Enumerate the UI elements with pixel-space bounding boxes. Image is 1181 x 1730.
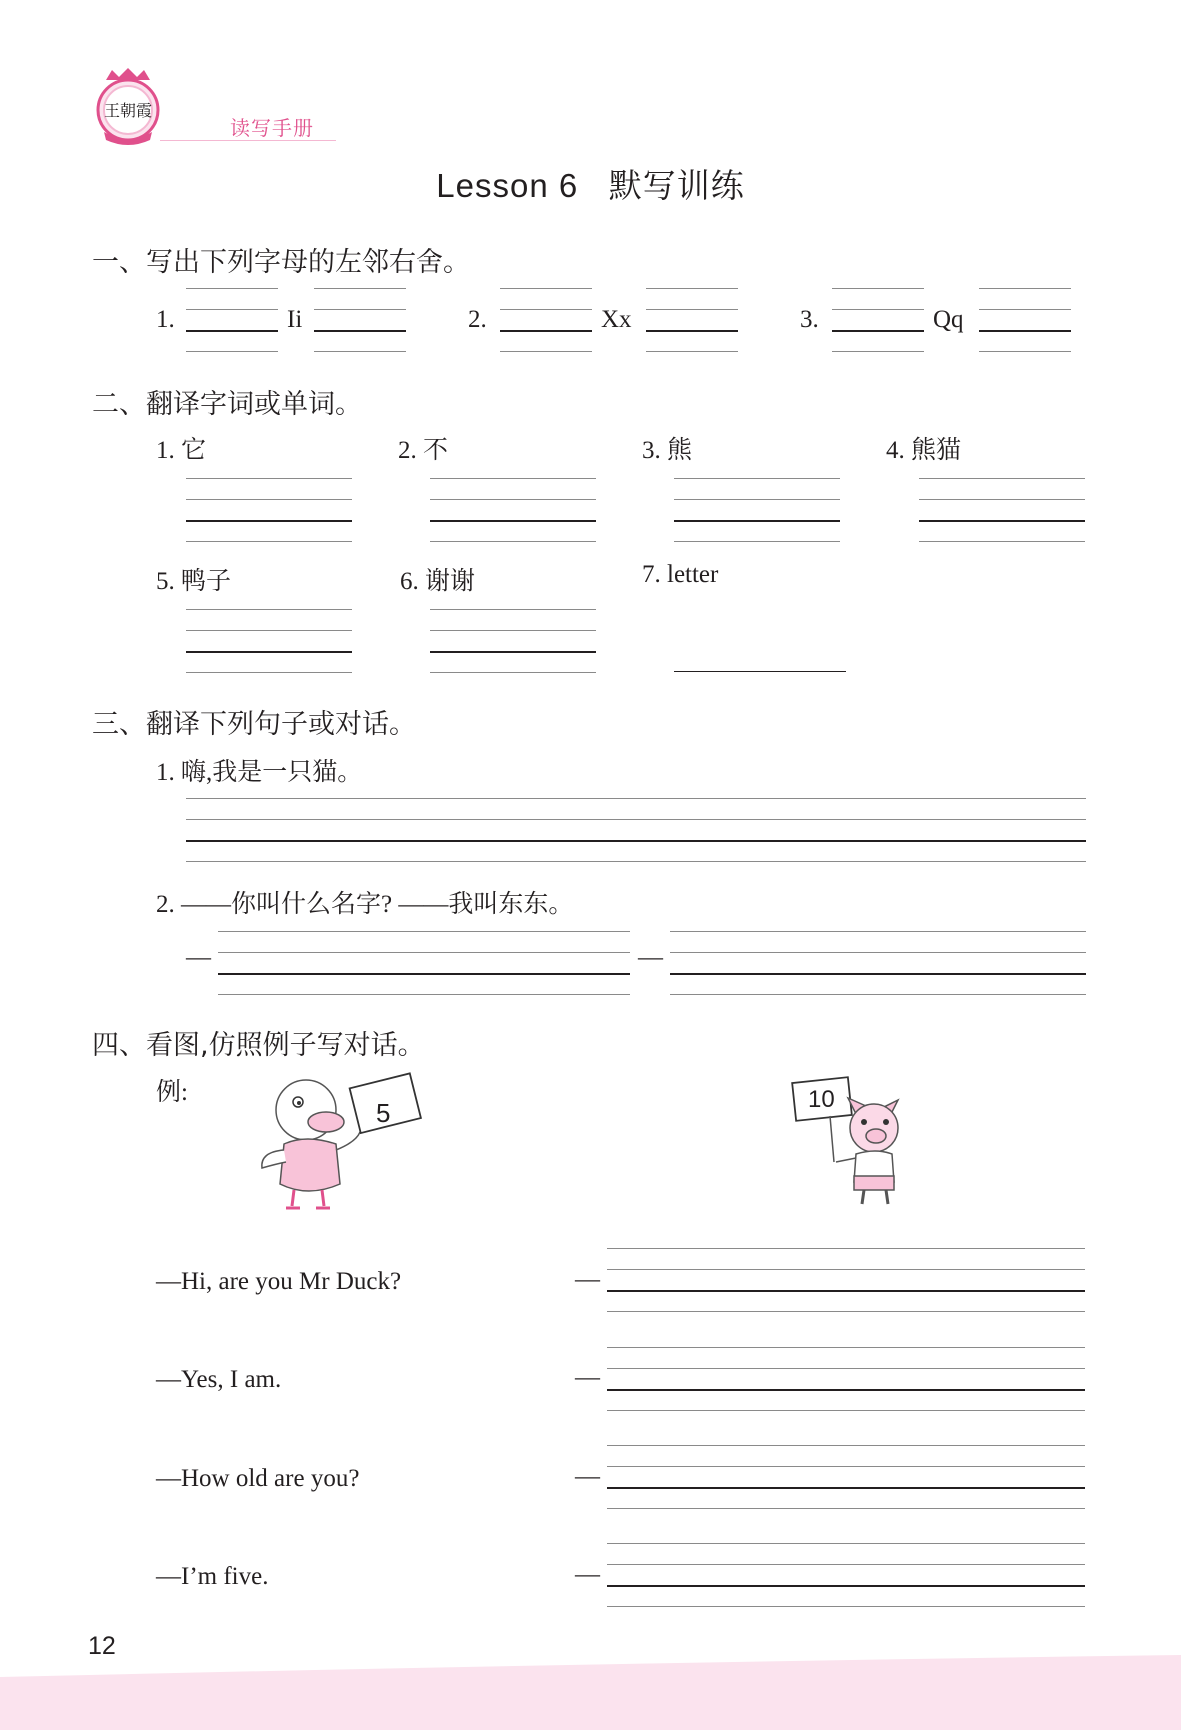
sentence-2-answer-reply[interactable] bbox=[670, 931, 1086, 995]
brand-title: 读写手册 bbox=[230, 118, 314, 140]
dialogue-line-2: —Yes, I am. bbox=[156, 1366, 282, 1393]
pig-sign-number: 10 bbox=[808, 1086, 835, 1113]
sentence-2-label: 2. ——你叫什么名字? ——我叫东东。 bbox=[156, 891, 574, 918]
letter-item-2-number: 2. bbox=[468, 306, 487, 333]
dialogue-answer-4-dash: — bbox=[575, 1561, 600, 1588]
footer-decoration bbox=[0, 1655, 1181, 1730]
section-2-heading: 二、翻译字词或单词。 bbox=[92, 389, 362, 420]
dialogue-answer-1[interactable] bbox=[607, 1248, 1085, 1312]
page-title: Lesson 6 默写训练 bbox=[436, 167, 745, 204]
translate-item-6-answer[interactable] bbox=[430, 609, 596, 673]
pig-illustration bbox=[790, 1076, 930, 1216]
translate-item-7-label: 7. letter bbox=[642, 561, 719, 588]
letter-item-1-number: 1. bbox=[156, 306, 175, 333]
duck-illustration bbox=[256, 1072, 426, 1222]
sentence-2-dash-1: — bbox=[186, 944, 211, 971]
example-label: 例: bbox=[156, 1079, 188, 1106]
duck-sign-number: 5 bbox=[376, 1098, 391, 1128]
letter-item-1-letter: Ii bbox=[287, 306, 303, 333]
letter-item-2-letter: Xx bbox=[601, 306, 632, 333]
dialogue-answer-4[interactable] bbox=[607, 1543, 1085, 1607]
duck-icon bbox=[256, 1072, 426, 1222]
letter-1-left-answer[interactable] bbox=[186, 288, 278, 352]
translate-item-3-answer[interactable] bbox=[674, 478, 840, 542]
letter-3-right-answer[interactable] bbox=[979, 288, 1071, 352]
page-number: 12 bbox=[88, 1632, 116, 1660]
translate-item-7-answer[interactable] bbox=[674, 671, 846, 672]
translate-item-1-label: 1. 它 bbox=[156, 437, 207, 464]
letter-item-3-number: 3. bbox=[800, 306, 819, 333]
sentence-2-answer-question[interactable] bbox=[218, 931, 630, 995]
sentence-1-label: 1. 嗨,我是一只猫。 bbox=[156, 759, 363, 786]
dialogue-line-4: —I’m five. bbox=[156, 1563, 269, 1590]
translate-item-3-label: 3. 熊 bbox=[642, 437, 693, 464]
translate-item-2-answer[interactable] bbox=[430, 478, 596, 542]
translate-item-4-label: 4. 熊猫 bbox=[886, 437, 962, 464]
section-1-heading: 一、写出下列字母的左邻右舍。 bbox=[92, 247, 470, 278]
translate-item-1-answer[interactable] bbox=[186, 478, 352, 542]
letter-2-right-answer[interactable] bbox=[646, 288, 738, 352]
dialogue-line-1: —Hi, are you Mr Duck? bbox=[156, 1268, 402, 1295]
sentence-2-dash-2: — bbox=[638, 944, 663, 971]
letter-item-3-letter: Qq bbox=[933, 306, 964, 333]
dialogue-answer-2-dash: — bbox=[575, 1364, 600, 1391]
translate-item-5-label: 5. 鸭子 bbox=[156, 568, 232, 595]
translate-item-6-label: 6. 谢谢 bbox=[400, 568, 476, 595]
letter-2-left-answer[interactable] bbox=[500, 288, 592, 352]
dialogue-answer-2[interactable] bbox=[607, 1347, 1085, 1411]
dialogue-line-3: —How old are you? bbox=[156, 1465, 360, 1492]
dialogue-answer-3[interactable] bbox=[607, 1445, 1085, 1509]
letter-3-left-answer[interactable] bbox=[832, 288, 924, 352]
dialogue-answer-1-dash: — bbox=[575, 1266, 600, 1293]
brand-logo-text: 王朝霞 bbox=[103, 101, 152, 120]
letter-1-right-answer[interactable] bbox=[314, 288, 406, 352]
translate-item-5-answer[interactable] bbox=[186, 609, 352, 673]
section-4-heading: 四、看图,仿照例子写对话。 bbox=[92, 1030, 425, 1061]
dialogue-answer-3-dash: — bbox=[575, 1463, 600, 1490]
section-3-heading: 三、翻译下列句子或对话。 bbox=[92, 709, 416, 740]
translate-item-2-label: 2. 不 bbox=[398, 437, 449, 464]
translate-item-4-answer[interactable] bbox=[919, 478, 1085, 542]
sentence-1-answer[interactable] bbox=[186, 798, 1086, 862]
